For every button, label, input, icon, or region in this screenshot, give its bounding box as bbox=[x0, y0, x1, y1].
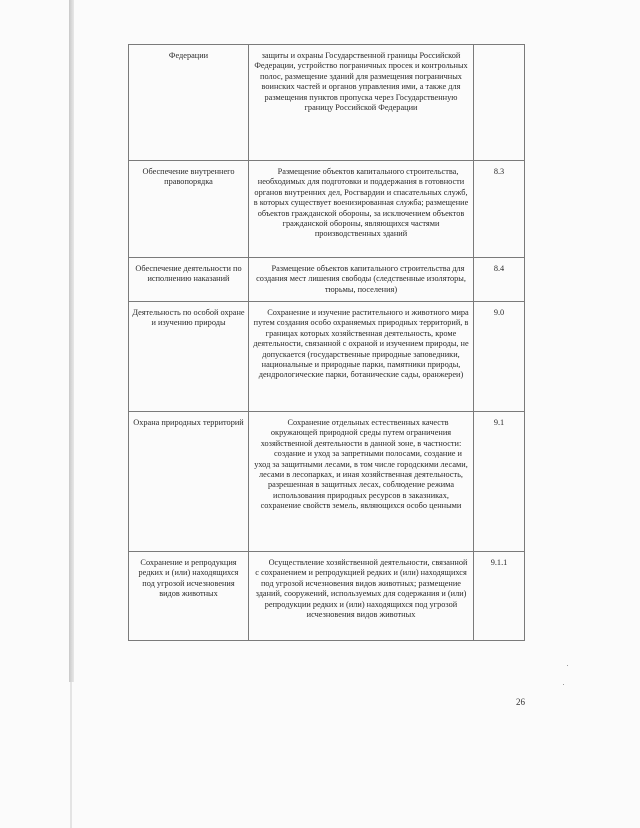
row-description: Размещение объектов капитального строительства для создания мест лишения свободы (следственные изоляторы, тюрьмы, поселения) bbox=[256, 264, 466, 294]
row-code-cell: 9.1.1 bbox=[474, 552, 525, 641]
row-description-cell bbox=[249, 161, 474, 258]
table-row bbox=[129, 412, 525, 552]
row-name-cell: Обеспечение внутреннего правопорядка bbox=[129, 161, 249, 258]
table-row bbox=[129, 552, 525, 641]
row-name-cell: Обеспечение деятельности по исполнению наказаний bbox=[129, 258, 249, 302]
row-code-cell bbox=[474, 45, 525, 161]
scan-speck bbox=[567, 665, 568, 666]
scan-binding-edge bbox=[69, 0, 74, 682]
row-code-cell: 9.0 bbox=[474, 302, 525, 412]
row-description-cell bbox=[249, 258, 474, 302]
row-code-cell: 9.1 bbox=[474, 412, 525, 552]
row-name-cell: Федерации bbox=[129, 45, 249, 161]
table-row bbox=[129, 302, 525, 412]
row-description-cell bbox=[249, 412, 474, 552]
row-name-cell: Сохранение и репродукция редких и (или) находящихся под угрозой исчезновения видов животных bbox=[129, 552, 249, 641]
row-description: Размещение объектов капитального строительства, необходимых для подготовки и поддержания в готовности органов внутренних дел, Росгвардии и спасательных служб, в которых существует военизированная служба; размещение объектов гражданской обороны, за исключением объектов гражданской обороны, являющихся частями производственных зданий bbox=[253, 167, 469, 239]
land-use-table bbox=[128, 44, 525, 641]
row-code-cell: 8.3 bbox=[474, 161, 525, 258]
table-row bbox=[129, 161, 525, 258]
row-description: защиты и охраны Государственной границы Российской Федерации, устройство пограничных просек и контрольных полос, размещение зданий для размещения пограничных воинских частей и органов управления ими, а также для размещения пунктов пропуска через Государственную границу Российской Федерации bbox=[254, 51, 468, 113]
row-description: Осуществление хозяйственной деятельности, связанной с сохранением и репродукцией редких и (или) находящихся под угрозой исчезновения видов животных; размещение зданий, сооружений, используемых для содержания и (или) репродукции редких и (или) находящихся под угрозой исчезновения видов животных bbox=[255, 558, 468, 620]
row-description-cell bbox=[249, 45, 474, 161]
row-code-cell: 8.4 bbox=[474, 258, 525, 302]
row-name-cell: Охрана природных территорий bbox=[129, 412, 249, 552]
row-description-cell bbox=[249, 302, 474, 412]
scan-binding-edge-lower bbox=[70, 682, 72, 828]
row-name-cell: Деятельность по особой охране и изучению природы bbox=[129, 302, 249, 412]
row-description: Сохранение и изучение растительного и животного мира путем создания особо охраняемых природных территорий, в границах которых хозяйственная деятельность, кроме деятельности, связанной с охраной и изучением природы, не допускается (государственные природные заповедники, национальные и природные парки, памятники природы, дендрологические парки, ботанические сады, оранжереи) bbox=[253, 308, 469, 380]
table-row bbox=[129, 45, 525, 161]
row-description-continued: создание и уход за запретными полосами, создание и уход за защитными лесами, в том числе городскими лесами, лесами в лесопарках, и иная хозяйственная деятельность, разрешенная в защитных лесах, соблюдение режима использования природных ресурсов в заказниках, сохранение свойств земель, являющихся особо ценными bbox=[254, 449, 468, 511]
row-description: Сохранение отдельных естественных качеств окружающей природной среды путем ограничения хозяйственной деятельности в данной зоне, в частности: bbox=[260, 418, 462, 448]
row-description-cell bbox=[249, 552, 474, 641]
page-number: 26 bbox=[516, 697, 525, 707]
scan-speck bbox=[563, 684, 564, 685]
table-row bbox=[129, 258, 525, 302]
